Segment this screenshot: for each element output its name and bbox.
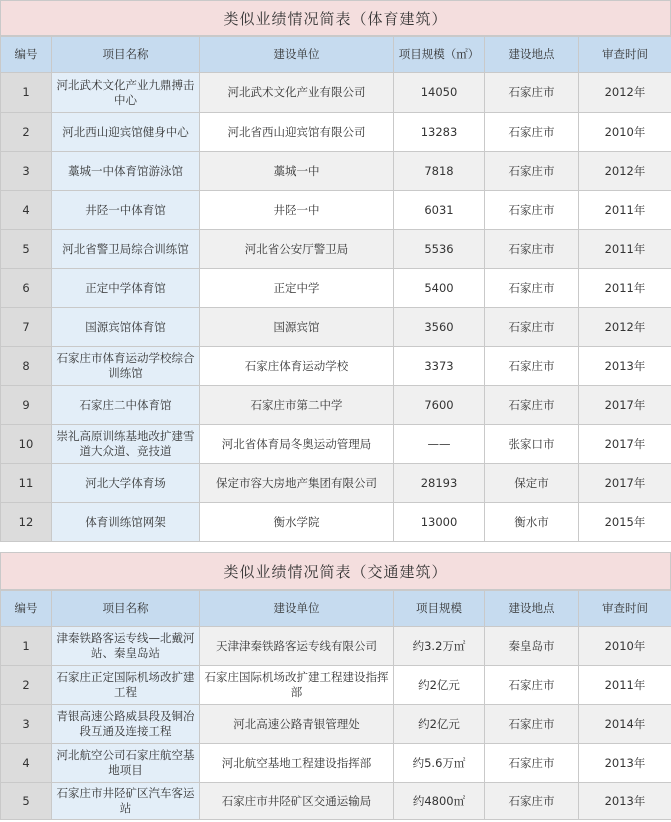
row-number: 2 bbox=[1, 113, 52, 152]
project-name: 国源宾馆体育馆 bbox=[52, 308, 200, 347]
client: 河北高速公路青银管理处 bbox=[200, 705, 394, 744]
col-header-client: 建设单位 bbox=[200, 591, 394, 627]
row-number: 2 bbox=[1, 666, 52, 705]
scale: 14050 bbox=[394, 73, 485, 113]
location: 石家庄市 bbox=[485, 666, 579, 705]
review-time: 2012年 bbox=[579, 308, 671, 347]
sports-table-title: 类似业绩情况简表（体育建筑） bbox=[0, 0, 671, 36]
row-number: 1 bbox=[1, 73, 52, 113]
table-row bbox=[1, 347, 671, 386]
location: 石家庄市 bbox=[485, 230, 579, 269]
client: 国源宾馆 bbox=[200, 308, 394, 347]
table-row bbox=[1, 666, 671, 705]
review-time: 2013年 bbox=[579, 347, 671, 386]
row-number: 1 bbox=[1, 627, 52, 666]
client: 衡水学院 bbox=[200, 503, 394, 542]
row-number: 5 bbox=[1, 783, 52, 820]
location: 石家庄市 bbox=[485, 113, 579, 152]
row-number: 12 bbox=[1, 503, 52, 542]
col-header-location: 建设地点 bbox=[485, 37, 579, 73]
location: 石家庄市 bbox=[485, 347, 579, 386]
project-name: 体育训练馆网架 bbox=[52, 503, 200, 542]
col-header-review-time: 审查时间 bbox=[579, 591, 671, 627]
table-row bbox=[1, 230, 671, 269]
scale: 3373 bbox=[394, 347, 485, 386]
table-row bbox=[1, 503, 671, 542]
project-name: 井陉一中体育馆 bbox=[52, 191, 200, 230]
project-name: 河北西山迎宾馆健身中心 bbox=[52, 113, 200, 152]
review-time: 2011年 bbox=[579, 191, 671, 230]
client: 天津津秦铁路客运专线有限公司 bbox=[200, 627, 394, 666]
location: 石家庄市 bbox=[485, 308, 579, 347]
row-number: 6 bbox=[1, 269, 52, 308]
location: 石家庄市 bbox=[485, 73, 579, 113]
project-name: 正定中学体育馆 bbox=[52, 269, 200, 308]
table-row bbox=[1, 744, 671, 783]
row-number: 3 bbox=[1, 152, 52, 191]
col-header-number: 编号 bbox=[1, 37, 52, 73]
col-header-project-name: 项目名称 bbox=[52, 591, 200, 627]
scale: 3560 bbox=[394, 308, 485, 347]
location: 石家庄市 bbox=[485, 191, 579, 230]
scale: 13283 bbox=[394, 113, 485, 152]
project-name: 河北航空公司石家庄航空基地项目 bbox=[52, 744, 200, 783]
location: 石家庄市 bbox=[485, 152, 579, 191]
client: 藁城一中 bbox=[200, 152, 394, 191]
client: 保定市容大房地产集团有限公司 bbox=[200, 464, 394, 503]
scale: 13000 bbox=[394, 503, 485, 542]
table-row bbox=[1, 191, 671, 230]
scale: 6031 bbox=[394, 191, 485, 230]
scale: 7600 bbox=[394, 386, 485, 425]
row-number: 10 bbox=[1, 425, 52, 464]
location: 石家庄市 bbox=[485, 386, 579, 425]
review-time: 2017年 bbox=[579, 386, 671, 425]
client: 河北航空基地工程建设指挥部 bbox=[200, 744, 394, 783]
table-row bbox=[1, 627, 671, 666]
scale: 约2亿元 bbox=[394, 705, 485, 744]
client: 河北省公安厅警卫局 bbox=[200, 230, 394, 269]
table-row bbox=[1, 73, 671, 113]
scale: 5400 bbox=[394, 269, 485, 308]
location: 石家庄市 bbox=[485, 783, 579, 820]
section-separator bbox=[0, 542, 671, 552]
review-time: 2011年 bbox=[579, 666, 671, 705]
row-number: 11 bbox=[1, 464, 52, 503]
row-number: 7 bbox=[1, 308, 52, 347]
project-name: 石家庄二中体育馆 bbox=[52, 386, 200, 425]
row-number: 3 bbox=[1, 705, 52, 744]
location: 石家庄市 bbox=[485, 269, 579, 308]
col-header-number: 编号 bbox=[1, 591, 52, 627]
scale: 约4800㎡ bbox=[394, 783, 485, 820]
row-number: 8 bbox=[1, 347, 52, 386]
project-name: 青银高速公路威县段及铜冶段互通及连接工程 bbox=[52, 705, 200, 744]
review-time: 2013年 bbox=[579, 783, 671, 820]
project-name: 石家庄市井陉矿区汽车客运站 bbox=[52, 783, 200, 820]
client: 正定中学 bbox=[200, 269, 394, 308]
table-row bbox=[1, 705, 671, 744]
review-time: 2015年 bbox=[579, 503, 671, 542]
review-time: 2012年 bbox=[579, 152, 671, 191]
table-row bbox=[1, 783, 671, 820]
table-row bbox=[1, 269, 671, 308]
project-name: 崇礼高原训练基地改扩建雪道大众道、竞技道 bbox=[52, 425, 200, 464]
table-row bbox=[1, 113, 671, 152]
col-header-scale: 项目规模 bbox=[394, 591, 485, 627]
row-number: 5 bbox=[1, 230, 52, 269]
client: 石家庄体育运动学校 bbox=[200, 347, 394, 386]
traffic-header-row bbox=[1, 591, 671, 627]
client: 石家庄国际机场改扩建工程建设指挥部 bbox=[200, 666, 394, 705]
col-header-project-name: 项目名称 bbox=[52, 37, 200, 73]
location: 保定市 bbox=[485, 464, 579, 503]
col-header-scale: 项目规模（㎡） bbox=[394, 37, 485, 73]
scale: 约2亿元 bbox=[394, 666, 485, 705]
client: 河北省体育局冬奥运动管理局 bbox=[200, 425, 394, 464]
client: 井陉一中 bbox=[200, 191, 394, 230]
project-name: 石家庄正定国际机场改扩建工程 bbox=[52, 666, 200, 705]
scale: 约5.6万㎡ bbox=[394, 744, 485, 783]
scale: 7818 bbox=[394, 152, 485, 191]
review-time: 2011年 bbox=[579, 230, 671, 269]
col-header-location: 建设地点 bbox=[485, 591, 579, 627]
client: 河北省西山迎宾馆有限公司 bbox=[200, 113, 394, 152]
scale: 28193 bbox=[394, 464, 485, 503]
location: 衡水市 bbox=[485, 503, 579, 542]
review-time: 2010年 bbox=[579, 627, 671, 666]
project-name: 石家庄市体育运动学校综合训练馆 bbox=[52, 347, 200, 386]
review-time: 2012年 bbox=[579, 73, 671, 113]
traffic-performance-table bbox=[0, 590, 671, 820]
project-name: 藁城一中体育馆游泳馆 bbox=[52, 152, 200, 191]
client: 河北武术文化产业有限公司 bbox=[200, 73, 394, 113]
row-number: 4 bbox=[1, 191, 52, 230]
location: 石家庄市 bbox=[485, 705, 579, 744]
review-time: 2013年 bbox=[579, 744, 671, 783]
table-row bbox=[1, 464, 671, 503]
scale: 5536 bbox=[394, 230, 485, 269]
client: 石家庄市井陉矿区交通运输局 bbox=[200, 783, 394, 820]
col-header-client: 建设单位 bbox=[200, 37, 394, 73]
table-row bbox=[1, 425, 671, 464]
table-row bbox=[1, 308, 671, 347]
row-number: 4 bbox=[1, 744, 52, 783]
client: 石家庄市第二中学 bbox=[200, 386, 394, 425]
review-time: 2017年 bbox=[579, 425, 671, 464]
project-name: 津秦铁路客运专线—北戴河站、秦皇岛站 bbox=[52, 627, 200, 666]
project-name: 河北大学体育场 bbox=[52, 464, 200, 503]
col-header-review-time: 审查时间 bbox=[579, 37, 671, 73]
location: 秦皇岛市 bbox=[485, 627, 579, 666]
review-time: 2014年 bbox=[579, 705, 671, 744]
table-row bbox=[1, 386, 671, 425]
row-number: 9 bbox=[1, 386, 52, 425]
scale: —— bbox=[394, 425, 485, 464]
sports-header-row bbox=[1, 37, 671, 73]
traffic-table-title: 类似业绩情况简表（交通建筑） bbox=[0, 552, 671, 590]
table-row bbox=[1, 152, 671, 191]
location: 石家庄市 bbox=[485, 744, 579, 783]
review-time: 2010年 bbox=[579, 113, 671, 152]
sports-performance-table bbox=[0, 36, 671, 542]
project-name: 河北武术文化产业九鼎搏击中心 bbox=[52, 73, 200, 113]
review-time: 2017年 bbox=[579, 464, 671, 503]
project-name: 河北省警卫局综合训练馆 bbox=[52, 230, 200, 269]
review-time: 2011年 bbox=[579, 269, 671, 308]
location: 张家口市 bbox=[485, 425, 579, 464]
scale: 约3.2万㎡ bbox=[394, 627, 485, 666]
